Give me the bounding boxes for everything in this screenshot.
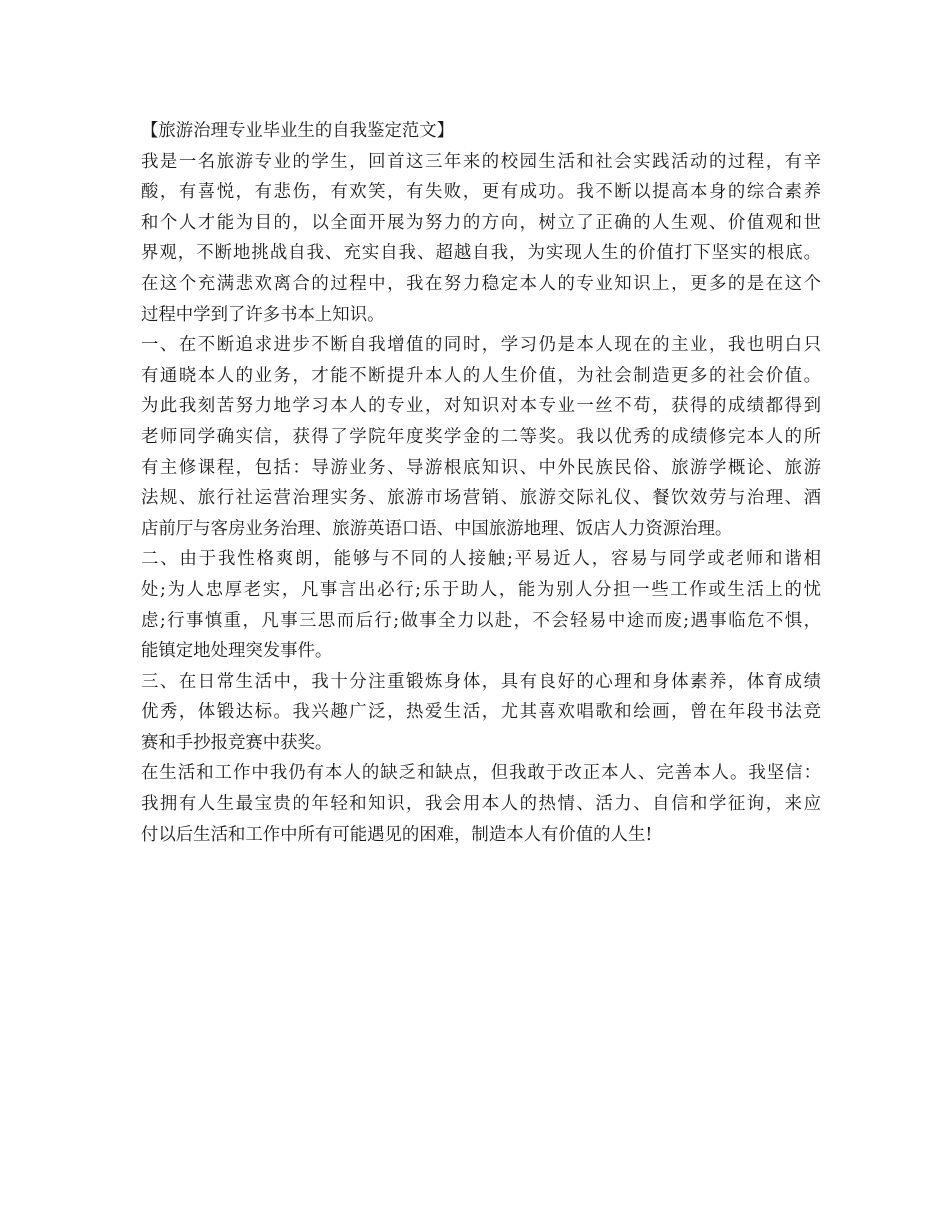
- paragraph-line: 法规、旅行社运营治理实务、旅游市场营销、旅游交际礼仪、餐饮效劳与治理、酒: [141, 488, 821, 509]
- paragraph-line: 能镇定地处理突发事件。: [141, 641, 333, 662]
- paragraph-line: 和个人才能为目的，以全面开展为努力的方向，树立了正确的人生观、价值观和世: [141, 212, 821, 233]
- paragraph-intro: [141, 147, 821, 331]
- paragraph-line: 酸，有喜悦，有悲伤，有欢笑，有失败，更有成功。我不断以提高本身的综合素养: [141, 182, 821, 203]
- paragraph-line: 优秀，体锻达标。我兴趣广泛，热爱生活，尤其喜欢唱歌和绘画，曾在年段书法竞: [141, 702, 821, 723]
- paragraph-line: 在生活和工作中我仍有本人的缺乏和缺点，但我敢于改正本人、完善本人。我坚信：: [141, 763, 821, 784]
- paragraph-line: 过程中学到了许多书本上知识。: [141, 304, 385, 325]
- document-title: 【旅游治理专业毕业生的自我鉴定范文】: [141, 121, 455, 141]
- paragraph-line: 赛和手抄报竞赛中获奖。: [141, 732, 333, 753]
- paragraph-line: 有通晓本人的业务，才能不断提升本人的人生价值，为社会制造更多的社会价值。: [141, 365, 821, 386]
- paragraph-line: 有主修课程，包括：导游业务、导游根底知识、中外民族民俗、旅游学概论、旅游: [141, 457, 821, 478]
- paragraph-daily-life: [141, 667, 821, 759]
- document-page: [141, 116, 821, 850]
- paragraph-line: 为此我刻苦努力地学习本人的专业，对知识对本专业一丝不苟，获得的成绩都得到: [141, 396, 821, 417]
- paragraph-line: 付以后生活和工作中所有可能遇见的困难，制造本人有价值的人生!: [141, 824, 653, 845]
- paragraph-conclusion: [141, 758, 821, 850]
- paragraph-line: 界观，不断地挑战自我、充实自我、超越自我，为实现人生的价值打下坚实的根底。: [141, 243, 821, 264]
- paragraph-line: 三、在日常生活中，我十分注重锻炼身体，具有良好的心理和身体素养，体育成绩: [141, 671, 821, 692]
- paragraph-personality: [141, 544, 821, 666]
- paragraph-line: 我是一名旅游专业的学生，回首这三年来的校园生活和社会实践活动的过程，有辛: [141, 151, 821, 172]
- paragraph-line: 在这个充满悲欢离合的过程中，我在努力稳定本人的专业知识上，更多的是在这个: [141, 273, 821, 294]
- paragraph-line: 二、由于我性格爽朗，能够与不同的人接触;平易近人，容易与同学或老师和谐相: [141, 549, 821, 570]
- paragraph-line: 店前厅与客房业务治理、旅游英语口语、中国旅游地理、饭店人力资源治理。: [141, 518, 733, 539]
- paragraph-line: 我拥有人生最宝贵的年轻和知识，我会用本人的热情、活力、自信和学征询，来应: [141, 794, 821, 815]
- paragraph-line: 一、在不断追求进步不断自我增值的同时，学习仍是本人现在的主业，我也明白只: [141, 335, 821, 356]
- paragraph-study: [141, 330, 821, 544]
- paragraph-line: 处;为人忠厚老实，凡事言出必行;乐于助人，能为别人分担一些工作或生活上的忧: [141, 579, 821, 600]
- paragraph-line: 虑;行事慎重，凡事三思而后行;做事全力以赴，不会轻易中途而废;遇事临危不惧，: [141, 610, 821, 631]
- paragraph-line: 老师同学确实信，获得了学院年度奖学金的二等奖。我以优秀的成绩修完本人的所: [141, 426, 821, 447]
